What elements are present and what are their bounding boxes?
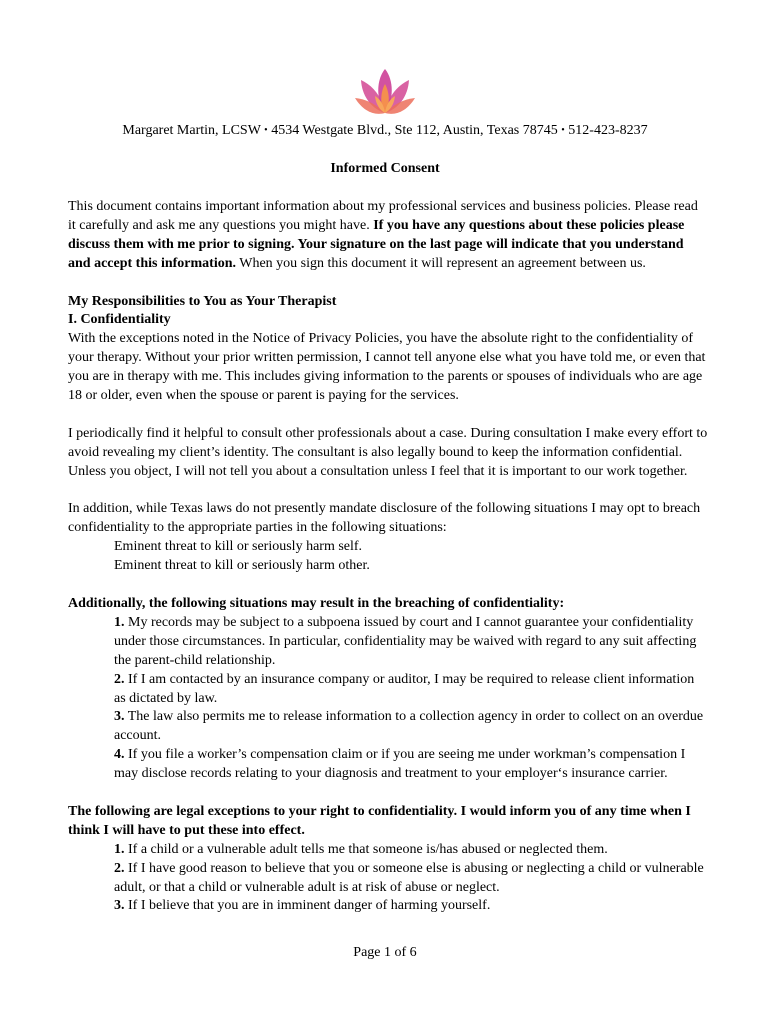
- document-title: Informed Consent: [330, 161, 440, 176]
- therapist-name: Margaret Martin, LCSW: [122, 123, 261, 138]
- confidentiality-paragraph: With the exceptions noted in the Notice of Privacy Policies, you have the absolute right to the confidentiality of your therapy. Without your prior written permission, I cannot tell anyone else what you have told me, or even that you are in therapy with me. This includes giving information to the parents or spouses of individuals who are age 18 or older, even when the spouse or parent is paying for the services.: [68, 331, 706, 404]
- list-item: [68, 860, 708, 898]
- separator-dot: •: [561, 125, 565, 136]
- list-item: [68, 897, 708, 916]
- list-number: 1.: [114, 841, 125, 857]
- section-heading: My Responsibilities to You as Your Therapist: [68, 293, 337, 309]
- list-number: 3.: [114, 709, 125, 725]
- intro-text: This document contains important information about my professional services and business policies. Please read it carefully and ask me any questions you might have.: [68, 199, 698, 233]
- separator-dot: •: [264, 125, 268, 136]
- section-heading: Additionally, the following situations may result in the breaching of confidentiality:: [68, 595, 565, 611]
- list-text: If I believe that you are in imminent danger of harming yourself.: [124, 898, 491, 914]
- list-text: If you file a worker’s compensation claim or if you are seeing me under workman’s compensation I may disclose records relating to your diagnosis and treatment to your employer‘s insurance carrier.: [114, 747, 686, 782]
- numbered-list: [68, 614, 708, 784]
- office-address: 4534 Westgate Blvd., Ste 112, Austin, Texas 78745: [271, 123, 558, 138]
- document-body: [68, 198, 708, 916]
- list-number: 1.: [114, 614, 125, 630]
- list-number: 2.: [114, 671, 125, 687]
- list-number: 2.: [114, 860, 125, 876]
- list-item: [68, 614, 708, 671]
- list-item: [68, 671, 708, 709]
- list-item: [68, 746, 708, 784]
- letterhead: [0, 122, 770, 142]
- list-text: My records may be subject to a subpoena issued by court and I cannot guarantee your confidentiality under those circumstances. In particular, confidentiality may be waived with regard to any suit affecting the parent-child relationship.: [114, 614, 697, 668]
- list-item: Eminent threat to kill or seriously harm other.: [114, 558, 370, 574]
- section-heading: The following are legal exceptions to your right to confidentiality. I would inform you of any time when I think I will have to put these into effect.: [68, 803, 691, 838]
- page-number: Page 1 of 6: [353, 945, 417, 960]
- consultation-paragraph: I periodically find it helpful to consult other professionals about a case. During consultation I make every effort to avoid revealing my client’s identity. The consultant is also legally bound to keep the information confidential. Unless you object, I will not tell you about a consultation unless I feel that it is important to our work together.: [68, 425, 708, 479]
- section-subheading: I. Confidentiality: [68, 312, 171, 328]
- intro-bold-text: If you have any questions about these policies please discuss them with me prior to signing. Your signature on the last page will indicate that you understand and accept this information.: [68, 217, 685, 271]
- lotus-logo-icon: [355, 67, 415, 119]
- numbered-list: [68, 841, 708, 917]
- list-text: If a child or a vulnerable adult tells me that someone is/has abused or neglected them.: [124, 841, 608, 857]
- list-number: 4.: [114, 747, 125, 763]
- list-text: If I have good reason to believe that you or someone else is abusing or neglecting a child or vulnerable adult, or that a child or vulnerable adult is at risk of abuse or neglect.: [114, 860, 704, 895]
- list-item: Eminent threat to kill or seriously harm self.: [114, 539, 363, 555]
- intro-paragraph: [68, 198, 708, 274]
- list-item: [68, 708, 708, 746]
- list-number: 3.: [114, 898, 125, 914]
- list-item: [68, 841, 708, 860]
- office-phone: 512-423-8237: [568, 123, 648, 138]
- list-text: The law also permits me to release information to a collection agency in order to collect on an overdue account.: [114, 709, 704, 744]
- list-text: If I am contacted by an insurance company or auditor, I may be required to release client information as dictated by law.: [114, 671, 695, 706]
- texas-law-paragraph: In addition, while Texas laws do not presently mandate disclosure of the following situations I may opt to breach confidentiality to the appropriate parties in the following situations:: [68, 501, 701, 536]
- intro-text-end: When you sign this document it will represent an agreement between us.: [236, 255, 646, 271]
